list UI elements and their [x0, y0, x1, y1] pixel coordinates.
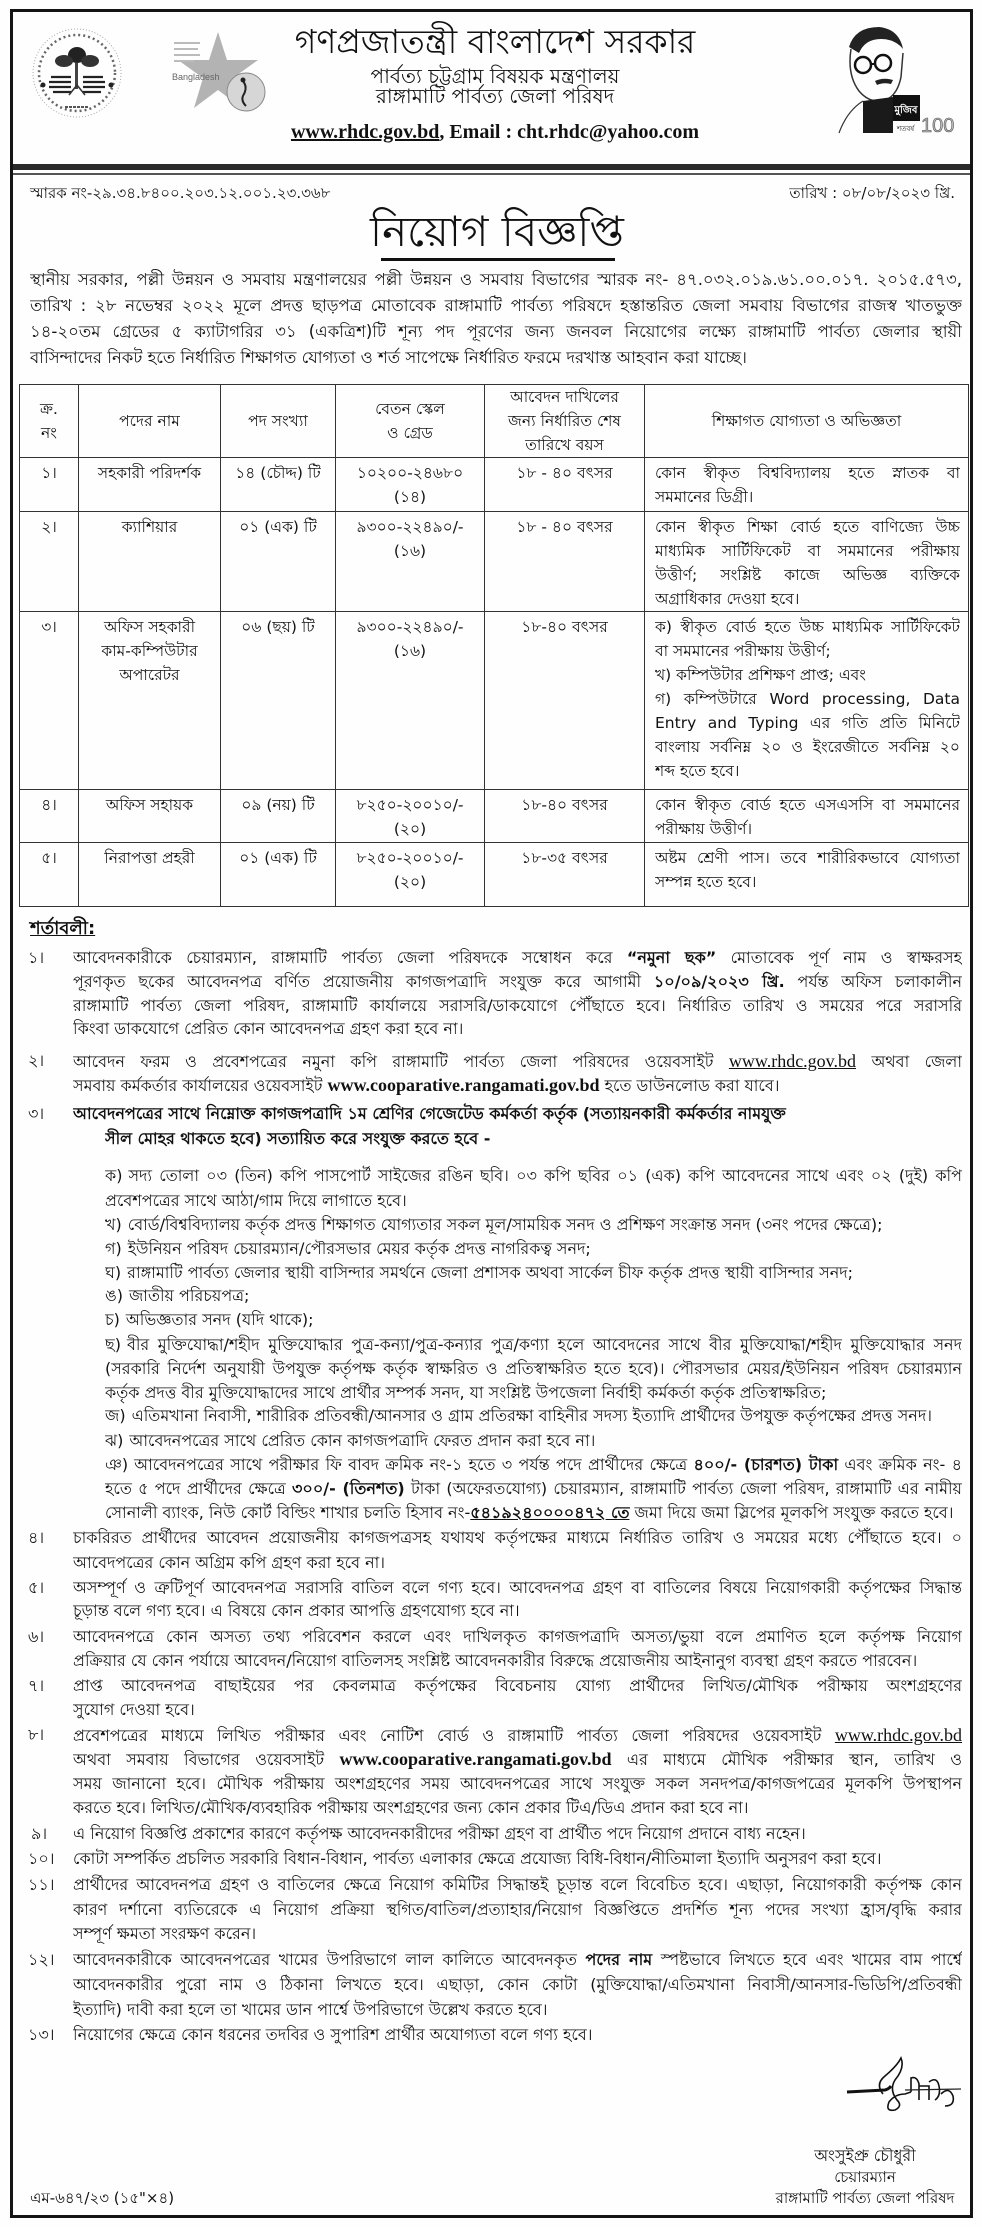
term-line: [73, 946, 962, 970]
term-text: এর মাধ্যমে মৌখিক পরীক্ষার স্থান, তারিখ ও: [611, 1750, 962, 1769]
subitem-line: [105, 1501, 962, 1525]
post-text: অফিস সহায়ক: [105, 796, 194, 814]
cell-scale: [336, 458, 485, 512]
header-scale: [336, 385, 485, 458]
age-text: ১৮ - ৪০ বৎসর: [516, 464, 613, 482]
bank-account-number: ৫৪১৯২৪০০০০৪৭২ তে: [470, 1503, 630, 1522]
qualification-line: ক) স্বীকৃত বোর্ড হতে উচ্চ মাধ্যমিক সার্টিফিকেট: [655, 618, 960, 636]
subitem-label: ছ): [105, 1335, 121, 1354]
header-text: শিক্ষাগত যোগ্যতা ও অভিজ্ঞতা: [711, 412, 902, 430]
term-text: অথবা সমবায় বিভাগের ওয়েবসাইট: [73, 1750, 340, 1769]
cell-serial: [20, 790, 79, 843]
term-text: অথবা জেলা: [856, 1052, 962, 1071]
header-serial: [20, 385, 79, 458]
term-number: ১২।: [28, 1950, 55, 1969]
subitem-line: [105, 1453, 962, 1477]
post-text: অফিস সহকারী: [103, 618, 196, 636]
term-number: ৫।: [28, 1578, 45, 1597]
jubilee-logo-text: Bangladesh: [172, 72, 220, 82]
term-line: [73, 970, 962, 994]
post-text: অপারেটর: [119, 666, 180, 684]
header-qualification: [645, 385, 969, 458]
fee-amount-400: ৪০০/- (চারশত) টাকা: [693, 1455, 839, 1474]
term-line: [73, 1723, 962, 1747]
subitem-label: ঝ): [105, 1431, 124, 1450]
term-line: চাকরিরত প্রার্থীদের আবেদন প্রয়োজনীয় কাগজপত্রসহ যথাযথ কর্তৃপক্ষের মাধ্যমে নির্ধারিত তারিখ ও সময়ের মধ্যে পৌঁছাতে হবে। ০: [73, 1528, 962, 1547]
qualification-line: কোন স্বীকৃত বিশ্ববিদ্যালয় হতে স্নাতক বা: [655, 464, 960, 482]
term-text: আবেদনকারীকে আবেদনপত্রের খামের উপরিভাগে লাল কালিতে আবেদনকৃত: [73, 1950, 586, 1969]
term-line: প্রার্থীদের আবেদনপত্র গ্রহণ ও বাতিলের ক্ষেত্রে নিয়োগ কমিটির সিদ্ধান্তই চূড়ান্ত বলে বিবেচিত হবে। এছাড়া, নিয়োগকারী কর্তৃপক্ষ কোন: [73, 1875, 962, 1894]
grade-text: (১৬): [393, 542, 427, 560]
header-text: আবেদন দাখিলের: [510, 388, 619, 406]
subitem-line: [105, 1333, 962, 1357]
subitem-line: [105, 1477, 962, 1501]
header-text: তারিখে বয়স: [525, 436, 604, 454]
subitem-text: এতিমখানা নিবাসী, শারীরিক প্রতিবন্ধী/আনসার ও গ্রাম প্রতিরক্ষা বাহিনীর সদস্য ইত্যাদি প্রার্থীদের উপযুক্ত কর্তৃপক্ষের প্রদত্ত সনদ।: [131, 1406, 932, 1425]
header-text: পদের নাম: [119, 412, 180, 430]
qualification-line: বাংলায় সর্বনিম্ন ২০ ও ইংরেজীতে সর্বনিম্ন ২০: [655, 738, 960, 756]
term-text: হতে ডাউনলোড করা যাবে।: [599, 1076, 780, 1095]
term-number: ৩।: [28, 1104, 45, 1123]
mujib-100-portrait-logo-icon: [837, 25, 961, 137]
mujib-logo-sub: শতবর্ষ: [897, 125, 915, 133]
post-text: নিরাপত্তা প্রহরী: [104, 849, 195, 867]
ministry-name: পার্বত্য চট্টগ্রাম বিষয়ক মন্ত্রণালয়: [370, 64, 620, 88]
qualification-line: অগ্রাধিকার দেওয়া হবে।: [655, 590, 800, 608]
vacancy-table: [19, 384, 969, 907]
qualification-line: মাধ্যমিক সার্টিফিকেট বা সমমানের পরীক্ষায়: [655, 542, 960, 560]
intro-line: বাসিন্দাদের নিকট হতে নির্ধারিত শিক্ষাগত যোগ্যতা ও শর্ত সাপেক্ষে নির্ধারিত ফরমে দরখাস্ত আহবান করা যাচ্ছে।: [30, 348, 747, 367]
post-text: সহকারী পরিদর্শক: [97, 464, 202, 482]
subitem-text: হতে ৫ পদে প্রার্থীদের ক্ষেত্রে: [105, 1479, 293, 1498]
age-text: ১৮-৪০ বৎসর: [521, 796, 608, 814]
deadline-date: ১০/০৯/২০২৩ খ্রি.: [653, 972, 785, 991]
header-post: [79, 385, 221, 458]
header-divider-thin: [13, 173, 970, 175]
term-line: [73, 1747, 962, 1771]
subitem-text: রাঙ্গামাটি পার্বত্য জেলার স্থায়ী বাসিন্দার সমর্থনে জেলা প্রশাসক অথবা সার্কেল চীফ কর্তৃক প্রদত্ত স্থায়ী বাসিন্দার সনদ;: [127, 1263, 854, 1282]
term-line: অসম্পূর্ণ ও ত্রুটিপূর্ণ আবেদনপত্র সরাসরি বাতিল বলে গণ্য হবে। আবেদনপত্র গ্রহণ বা বাতিলের বিষয়ে নিয়োগকারী কর্তৃপক্ষের সিদ্ধান্ত: [73, 1578, 962, 1597]
table-row: [20, 458, 969, 512]
qualification-line: শব্দ হতে হবে।: [655, 762, 740, 780]
sample-form-label: “নমুনা ছক”: [626, 948, 717, 967]
cell-post: [79, 843, 221, 907]
scale-text: ৮২৫০-২০০১০/-: [356, 796, 464, 814]
cell-post: [79, 458, 221, 512]
term-line: [73, 1948, 962, 1972]
subitem-line: [105, 1237, 962, 1261]
term-line: প্রক্রিয়ার যে কোন পর্যায়ে আবেদন/নিয়োগ বাতিলসহ সংশ্লিষ্ট আবেদনকারীর বিরুদ্ধে প্রয়োজনীয় আইনানুগ ব্যবস্থা গ্রহণ করতে পারবেন।: [73, 1651, 918, 1670]
serial-text: ১।: [41, 464, 57, 482]
term-line: আবেদনপত্রে কোন অসত্য তথ্য পরিবেশন করলে এবং দাখিলকৃত কাগজপত্রাদি অসত্য/ভুয়া বলে প্রমাণিত হলে কর্তৃপক্ষ নিয়োগ: [73, 1627, 962, 1646]
subitem-line: [105, 1261, 962, 1285]
scale-text: ৯৩০০-২২৪৯০/-: [356, 518, 464, 536]
term-number: ১৩।: [28, 2025, 55, 2044]
signatory-organization: রাঙ্গামাটি পার্বত্য জেলা পরিষদ: [775, 2189, 955, 2207]
subitem-text: ইউনিয়ন পরিষদ চেয়ারম্যান/পৌরসভার মেয়র কর্তৃক প্রদত্ত নাগরিকত্ব সনদ;: [127, 1239, 591, 1258]
website-link: www.rhdc.gov.bd: [834, 1725, 962, 1745]
email-label: , Email :: [439, 121, 518, 143]
term-line: নিয়োগের ক্ষেত্রে কোন ধরনের তদবির ও সুপারিশ প্রার্থীর অযোগ্যতা বলে গণ্য হবে।: [73, 2025, 593, 2044]
subitem-label: ক): [105, 1166, 123, 1185]
term-line: কোটা সম্পর্কিত প্রচলিত সরকারি বিধান-বিধান, পার্বত্য এলাকার ক্ষেত্রে প্রযোজ্য বিধি-বিধান/নীতিমালা ইত্যাদি অনুসরণ করা হবে।: [73, 1849, 882, 1868]
qualification-line: গ) কম্পিউটারে Word processing, Data: [655, 690, 960, 708]
term-line: আবেদপত্রের কোন অগ্রিম কপি গ্রহণ করা হবে না।: [73, 1553, 386, 1572]
cell-scale: [336, 512, 485, 612]
qualification-line: খ) কম্পিউটার প্রশিক্ষণ প্রাপ্ত; এবং: [655, 666, 866, 684]
cell-qualification: [645, 458, 969, 512]
cell-scale: [336, 790, 485, 843]
header-age: [485, 385, 645, 458]
cell-serial: [20, 458, 79, 512]
contact-line: [250, 119, 740, 145]
subitem-label: ঘ): [105, 1263, 122, 1282]
term-line: চূড়ান্ত বলে গণ্য হবে। এ বিষয়ে কোন প্রকার আপত্তি গ্রহণযোগ্য হবে না।: [73, 1601, 520, 1620]
term-text: সমবায় কর্মকর্তার কার্যালয়ের ওয়েবসাইট: [73, 1076, 328, 1095]
qualification-line: উত্তীর্ণ; সংশ্লিষ্ট কাজে অভিজ্ঞ ব্যক্তিকে: [655, 566, 960, 584]
term-text: আবেদন ফরম ও প্রবেশপত্রের নমুনা কপি রাঙ্গামাটি পার্বত্য জেলা পরিষদের ওয়েবসাইট: [73, 1052, 729, 1071]
council-name: রাঙ্গামাটি পার্বত্য জেলা পরিষদ: [375, 84, 615, 108]
cell-scale: [336, 843, 485, 907]
government-title: গণপ্রজাতন্ত্রী বাংলাদেশ সরকার: [294, 22, 696, 61]
cell-count: [221, 843, 336, 907]
term-line: ইত্যাদি) দাবী করা হলে তা খামের ডান পার্শ্বে উপরিভাগে উল্লেখ করতে হবে।: [73, 2000, 548, 2019]
cell-post: [79, 612, 221, 790]
term-line: প্রাপ্ত আবেদনপত্র বাছাইয়ের পর কেবলমাত্র কর্তৃপক্ষের বিবেচনায় যোগ্য প্রার্থীদের লিখিত/মৌখিক পরীক্ষায় অংশগ্রহণের: [73, 1676, 962, 1695]
signatory-name: অংসুইপ্রু চৌধুরী: [814, 2146, 916, 2165]
term-number: ১।: [28, 948, 45, 967]
email-address: cht.rhdc@yahoo.com: [517, 121, 700, 143]
district-council-seal-icon: [31, 27, 123, 119]
term-line: [73, 1049, 962, 1073]
page-title: নিয়োগ বিজ্ঞপ্তি: [370, 207, 624, 256]
mujib-logo-number: 100: [921, 115, 955, 137]
post-text: ক্যাশিয়ার: [121, 518, 178, 536]
qualification-line: Entry and Typing এর গতি প্রতি মিনিটে: [655, 714, 960, 732]
cell-qualification: [645, 512, 969, 612]
subitem-label: গ): [105, 1239, 122, 1258]
cell-count: [221, 612, 336, 790]
cell-serial: [20, 512, 79, 612]
subitem-text: এবং ক্রমিক নং- ৪: [838, 1455, 962, 1474]
header-count: [221, 385, 336, 458]
term-line: আবেদনকারীর পুরো নাম ও ঠিকানা লিখতে হবে। এছাড়া, কোন কোটা (মুক্তিযোদ্ধা/এতিমখানা নিবাসী/আনসার-ভিডিপি/প্রতিবন্ধী: [73, 1975, 962, 1994]
qualification-line: সম্পন্ন হতে হবে।: [655, 873, 757, 891]
cell-age: [485, 458, 645, 512]
header-text: ও গ্রেড: [387, 424, 433, 442]
subitem-text: বোর্ড/বিশ্ববিদ্যালয় কর্তৃক প্রদত্ত শিক্ষাগত যোগ্যতার সকল মূল/সাময়িক সনদ ও প্রশিক্ষণ সংক্রান্ত সনদ (৩নং পদের ক্ষেত্রে);: [127, 1215, 883, 1234]
qualification-line: পরীক্ষায় উত্তীর্ণ।: [655, 820, 753, 838]
post-text: কাম-কম্পিউটার: [101, 642, 198, 660]
subitem-text: আবেদনপত্রের সাথে প্রেরিত কোন কাগজপত্রাদি ফেরত প্রদান করা হবে না।: [129, 1431, 596, 1450]
term-line: করতে হবে। লিখিত/মৌখিক/ব্যবহারিক পরীক্ষায় অংশগ্রহণের জন্য কোন প্রকার টিএ/ডিএ প্রদান করা হবে না।: [73, 1798, 749, 1817]
scale-text: ১০২০০-২৪৬৮০: [356, 464, 464, 482]
terms-heading: শর্তাবলী:: [30, 918, 96, 939]
term-line: কিংবা ডাকযোগে প্রেরিত কোন আবেদনপত্র গ্রহণ করা হবে না।: [73, 1019, 464, 1038]
intro-line: তারিখ : ২৮ নভেম্বর ২০২২ মূলে প্রদত্ত ছাড়পত্র মোতাবেক রাঙ্গামাটি পার্বত্য পরিষদে হস্তান্তরিত জেলা সমবায় বিভাগের রাজস্ব খাতভুক্ত: [30, 296, 962, 315]
header-text: পদ সংখ্যা: [248, 412, 308, 430]
cell-count: [221, 512, 336, 612]
subitem-line: [105, 1284, 962, 1308]
term-line: সীল মোহর থাকতে হবে) সত্যায়িত করে সংযুক্ত করতে হবে -: [105, 1129, 491, 1148]
table-row: [20, 790, 969, 843]
term-text: পর্যন্ত অফিস চলাকালীন: [784, 972, 962, 991]
table-row: [20, 843, 969, 907]
subitem-line: [105, 1213, 962, 1237]
cell-serial: [20, 843, 79, 907]
subitem-line: প্রবেশপত্রের সাথে আঠা/গাম দিয়ে লাগাতে হবে।: [105, 1191, 407, 1210]
term-number: ৯।: [31, 1824, 48, 1843]
term-line: রাঙ্গামাটি পার্বত্য জেলা পরিষদ, রাঙ্গামাটি কার্যালয়ে সরাসরি/ডাকযোগে পৌঁছাতে হবে। নির্ধারিত তারিখ ও সময়ের পরে সরাসরি: [73, 996, 962, 1015]
term-number: ৬।: [28, 1627, 45, 1646]
header-text: জন্য নির্ধারিত শেষ: [508, 412, 621, 430]
intro-line: ১৪-২০তম গ্রেডের ৫ ক্যাটাগরির ৩১ (একত্রিশ)টি শূন্য পদ পূরণের জন্য জনবল নিয়োগের লক্ষ্যে রাঙ্গামাটি পার্বত্য জেলার স্থায়ী: [30, 322, 962, 341]
term-number: ১১।: [28, 1875, 55, 1894]
scale-text: ৮২৫০-২০০১০/-: [356, 849, 464, 867]
term-number: ৭।: [28, 1676, 45, 1695]
subitem-line: [105, 1308, 962, 1332]
count-text: ০৬ (ছয়) টি: [241, 618, 315, 636]
subitem-line: [105, 1429, 962, 1453]
mujib-logo-word: মুজিব: [894, 105, 918, 116]
term-text: আবেদনকারীকে চেয়ারম্যান, রাঙ্গামাটি পার্বত্য জেলা পরিষদকে সম্বোধন করে: [73, 948, 627, 967]
subitem-text: সোনালী ব্যাংক, নিউ কোর্ট বিল্ডিং শাখার চলতি হিসাব নং-: [105, 1503, 471, 1522]
memo-date: তারিখ : ০৮/০৮/২০২৩ খ্রি.: [789, 184, 955, 202]
qualification-line: সমমানের ডিগ্রী।: [655, 488, 754, 506]
signature-icon: [845, 2056, 965, 2118]
term-line: আবেদনপত্রের সাথে নিম্নোক্ত কাগজপত্রাদি ১ম শ্রেণির গেজেটেড কর্মকর্তা কর্তৃক (সত্যায়নকারী কর্মকর্তার নামযুক্ত: [73, 1104, 786, 1123]
subitem-line: [105, 1404, 962, 1428]
serial-text: ৪।: [41, 796, 57, 814]
grade-text: (২০): [393, 820, 427, 838]
term-line: এ নিয়োগ বিজ্ঞপ্তি প্রকাশের কারণে কর্তৃপক্ষ আবেদনকারীদের পরীক্ষা গ্রহণ বা প্রার্থীত পদে নিয়োগ প্রদানে বাধ্য নহেন।: [73, 1824, 806, 1843]
age-text: ১৮-৩৫ বৎসর: [521, 849, 608, 867]
cooperative-website-link: www.cooparative.rangamati.gov.bd: [327, 1075, 600, 1095]
header-text: নং: [41, 424, 57, 442]
term-text: স্পষ্টভাবে লিখতে হবে এবং খামের বাম পার্শ্বে: [652, 1950, 962, 1969]
subitem-text: টাকা (অফেরতযোগ্য) চেয়ারম্যান, রাঙ্গামাটি পার্বত্য জেলা পরিষদ, রাঙ্গামাটি এর নামীয়: [404, 1479, 962, 1498]
scale-text: ৯৩০০-২২৪৯০/-: [356, 618, 464, 636]
signatory-designation: চেয়ারম্যান: [834, 2168, 896, 2186]
subitem-line: [105, 1164, 962, 1188]
intro-line: স্থানীয় সরকার, পল্লী উন্নয়ন ও সমবায় মন্ত্রণালয়ের পল্লী উন্নয়ন ও সমবায় বিভাগের স্মারক নং- ৪৭.০৩২.০১৯.৬১.০০.০১৭. ২০১৫.৫৭৩,: [30, 270, 962, 289]
term-number: ২।: [28, 1051, 45, 1070]
table-row: [20, 612, 969, 790]
header-divider-thick: [13, 164, 970, 170]
header-text: ক্র.: [40, 400, 58, 418]
subitem-line: কর্তৃক প্রদত্ত বীর মুক্তিযোদ্ধাদের সাথে প্রার্থীর সম্পর্ক সনদ, যা সংশ্লিষ্ট উপজেলা নির্বাহী কর্মকর্তা কর্তৃক প্রতিস্বাক্ষরিত;: [105, 1383, 827, 1402]
table-row: [20, 512, 969, 612]
term-text: পূরণকৃত ছকের আবেদনপত্র বর্ণিত প্রয়োজনীয় কাগজপত্রাদি সংযুক্ত করে আগামী: [73, 972, 654, 991]
term-text: প্রবেশপত্রের মাধ্যমে লিখিত পরীক্ষার এবং নোটিশ বোর্ড ও রাঙ্গামাটি পার্বত্য জেলা পরিষদের ওয়েবসাইট: [73, 1726, 835, 1745]
cell-age: [485, 790, 645, 843]
fee-amount-300: ৩০০/- (তিনশত): [292, 1479, 405, 1498]
qualification-line: বা সমমানের পরীক্ষায় উত্তীর্ণ;: [655, 642, 831, 660]
term-line: সুযোগ দেওয়া হবে।: [73, 1700, 195, 1719]
subitem-text: অভিজ্ঞতার সনদ (যদি থাকে);: [125, 1310, 314, 1329]
count-text: ০৯ (নয়) টি: [241, 796, 315, 814]
cooperative-website-link: www.cooparative.rangamati.gov.bd: [339, 1749, 612, 1769]
subitem-label: ঞ): [105, 1455, 129, 1474]
website-link: www.rhdc.gov.bd: [290, 121, 440, 143]
count-text: ০১ (এক) টি: [239, 849, 317, 867]
cell-qualification: [645, 612, 969, 790]
subitem-text: সদ্য তোলা ০৩ (তিন) কপি পাসপোর্ট সাইজের রঙিন ছবি। ০৩ কপি ছবির ০১ (এক) কপি আবেদনের সাথে এবং ০২ (দুই) কপি: [128, 1166, 962, 1185]
qualification-line: অষ্টম শ্রেণী পাস। তবে শারীরিকভাবে যোগ্যতা: [655, 849, 960, 867]
cell-post: [79, 790, 221, 843]
count-text: ১৪ (চৌদ্দ) টি: [235, 464, 321, 482]
subitem-text: জাতীয় পরিচয়পত্র;: [128, 1286, 250, 1305]
serial-text: ৫।: [41, 849, 57, 867]
cell-count: [221, 458, 336, 512]
cell-post: [79, 512, 221, 612]
term-number: ১০।: [28, 1849, 55, 1868]
cell-count: [221, 790, 336, 843]
header-text: বেতন স্কেল: [375, 400, 445, 418]
cell-serial: [20, 612, 79, 790]
cell-age: [485, 843, 645, 907]
cell-age: [485, 512, 645, 612]
subitem-line: (সরকারি নির্দেশ অনুযায়ী উপযুক্ত কর্তৃপক্ষ কর্তৃক স্বাক্ষরিত ও প্রতিস্বাক্ষরিত হতে হবে)। পৌরসভার মেয়র/ইউনিয়ন পরিষদ চেয়ারম্যান: [105, 1359, 962, 1378]
grade-text: (২০): [393, 873, 427, 891]
serial-text: ২।: [41, 518, 57, 536]
count-text: ০১ (এক) টি: [239, 518, 317, 536]
subitem-text: জমা দিয়ে জমা স্লিপের মূলকপি সংযুক্ত করতে হবে।: [629, 1503, 954, 1522]
serial-text: ৩।: [41, 618, 57, 636]
term-text: মোতাবেক পূর্ণ নাম ও স্বাক্ষরসহ: [716, 948, 962, 967]
subitem-label: ঙ): [105, 1286, 123, 1305]
qualification-line: কোন স্বীকৃত বোর্ড হতে এসএসসি বা সমমানের: [655, 796, 960, 814]
advertisement-reference: এম-৬৪৭/২৩ (১৫"×৪): [30, 2189, 175, 2207]
grade-text: (১৪): [393, 488, 427, 506]
term-line: সম্পূর্ণ ক্ষমতা সংরক্ষণ করেন।: [73, 1924, 257, 1943]
memo-number: স্মারক নং-২৯.৩৪.৮৪০০.২০৩.১২.০০১.২৩.৩৬৮: [30, 184, 331, 202]
qualification-line: কোন স্বীকৃত শিক্ষা বোর্ড হতে বাণিজ্যে উচ্চ: [655, 518, 960, 536]
title-underline: [381, 258, 615, 261]
age-text: ১৮-৪০ বৎসর: [521, 618, 608, 636]
subitem-text: আবেদনপত্রের সাথে পরীক্ষার ফি বাবদ ক্রমিক নং-১ হতে ৩ পর্যন্ত পদে প্রার্থীদের ক্ষেত্রে: [134, 1455, 694, 1474]
post-name-emphasis: পদের নাম: [585, 1950, 653, 1969]
cell-age: [485, 612, 645, 790]
subitem-text: বীর মুক্তিযোদ্ধা/শহীদ মুক্তিযোদ্ধার পুত্র-কন্যা/পুত্র-কন্যার পুত্র/কণ্যা হলে আবেদনের সাথে বীর মুক্তিযোদ্ধা/শহীদ মুক্তিযোদ্ধার সনদ: [126, 1335, 962, 1354]
subitem-label: জ): [105, 1406, 126, 1425]
term-line: কারণ দর্শানো ব্যতিরেকে এ নিয়োগ প্রক্রিয়া স্থগিত/বাতিল/প্রত্যাহার/নিয়োগ বিজ্ঞপ্তিতে প্রদর্শিত শূন্য পদের সংখ্যা হ্রাস/বৃদ্ধি করার: [73, 1900, 962, 1919]
age-text: ১৮ - ৪০ বৎসর: [516, 518, 613, 536]
term-line: সময় জানানো হবে। মৌখিক পরীক্ষায় অংশগ্রহণের সময় আবেদনপত্রের সাথে সংযুক্ত সকল সনদপত্র/কাগজপত্রের মূলকপি উপস্থাপন: [73, 1774, 962, 1793]
website-link: www.rhdc.gov.bd: [728, 1051, 857, 1071]
term-number: ৪।: [28, 1528, 45, 1547]
cell-qualification: [645, 843, 969, 907]
term-number: ৮।: [28, 1725, 45, 1744]
cell-qualification: [645, 790, 969, 843]
cell-scale: [336, 612, 485, 790]
term-line: [73, 1073, 962, 1097]
subitem-label: খ): [105, 1215, 122, 1234]
grade-text: (১৬): [393, 642, 427, 660]
table-header-row: [20, 385, 969, 458]
subitem-label: চ): [105, 1310, 120, 1329]
